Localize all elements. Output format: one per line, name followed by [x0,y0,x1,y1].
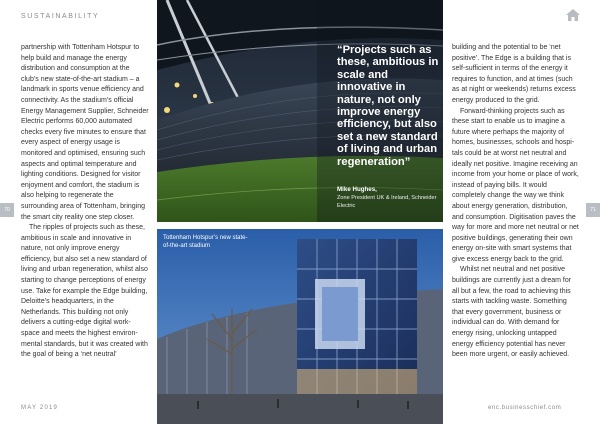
stadium-exterior-photo [157,229,443,424]
home-icon[interactable] [565,8,581,22]
footer-url[interactable]: enc.businesschief.com [488,405,562,411]
quote-author-name: Mike Hughes, [337,186,377,193]
pull-quote: “Projects such as these, ambitious in scale and innovative in nature, not only improve energy efficiency, but also set a new standard of living and urban regeneration” [337,44,439,168]
right-text-column [452,43,579,361]
section-label: SUSTAINABILITY [21,13,100,20]
right-paragraph-2: Forward-thinking projects such as these start to enable us to imagine a future where perhaps the majority of homes, businesses, schools and hospi-tals could be at worst net neutral and ideally net positive. Imagine receiving an income from your home or place of work, instead of paying bills. It would completely change the way we think about energy generation, distribution, and consumption. Digitisation paves the way for more and more net neutral or net positive buildings, generating their own energy on-site with smart systems that give excess energy back to the grid. [452,107,579,263]
left-paragraph-2: The ripples of projects such as these, ambitious in scale and innovative in nature, not only improve energy efficiency, but also set a new standard of living and urban regeneration, whilst also starting to change perceptions of energy use. Take for example the Edge building, Deloitte’s headquarters, in the Netherlands. This building not only delivers a cutting-edge digital work-space and meets the highest environ-mental standards, but it was created with the goal of being a ‘net neutral’ [21,224,148,359]
left-paragraph-1: partnership with Tottenham Hotspur to help build and manage the energy distribution and consumption at the club’s new state-of-the-art stadium – a landmark in sports venue efficiency and connectivity. As the stadium’s official Energy Management Supplier, Schneider Electric performs 60,000 automated checks every five minutes to ensure that every aspect of energy usage is monitored and optimised, ensuring such aspects and optimal temperature and lighting conditions. Designed for visitor enjoyment and comfort, the stadium is also helping to regenerate the surrounding area of Tottenham, bringing the smart city reality one step closer. [21,44,149,221]
left-text-column [21,43,149,361]
page-number-right: 71 [586,203,600,217]
footer-date: MAY 2019 [21,405,59,411]
page-number-left: 70 [0,203,14,217]
right-paragraph-3: Whilst net neutral and net positive buildings are currently just a dream for all but a few, the road to achieving this starts with tackling waste. Something that every government, business or individual can do. With demand for energy rising, unlocking untapped energy efficiency potential has never been more urgent, or easily achieved. [452,266,572,359]
photo-caption: Tottenham Hotspur’s new state-of-the-art stadium [163,235,248,249]
right-paragraph-1: building and the potential to be ‘net positive’. The Edge is a building that is self-sufficient in terms of the energy it requires to function, and at times (such as at night or weekends) returns excess energy produced to the grid. [452,44,576,104]
quote-author-role: Zone President UK & Ireland, Schneider Electric [337,195,437,209]
